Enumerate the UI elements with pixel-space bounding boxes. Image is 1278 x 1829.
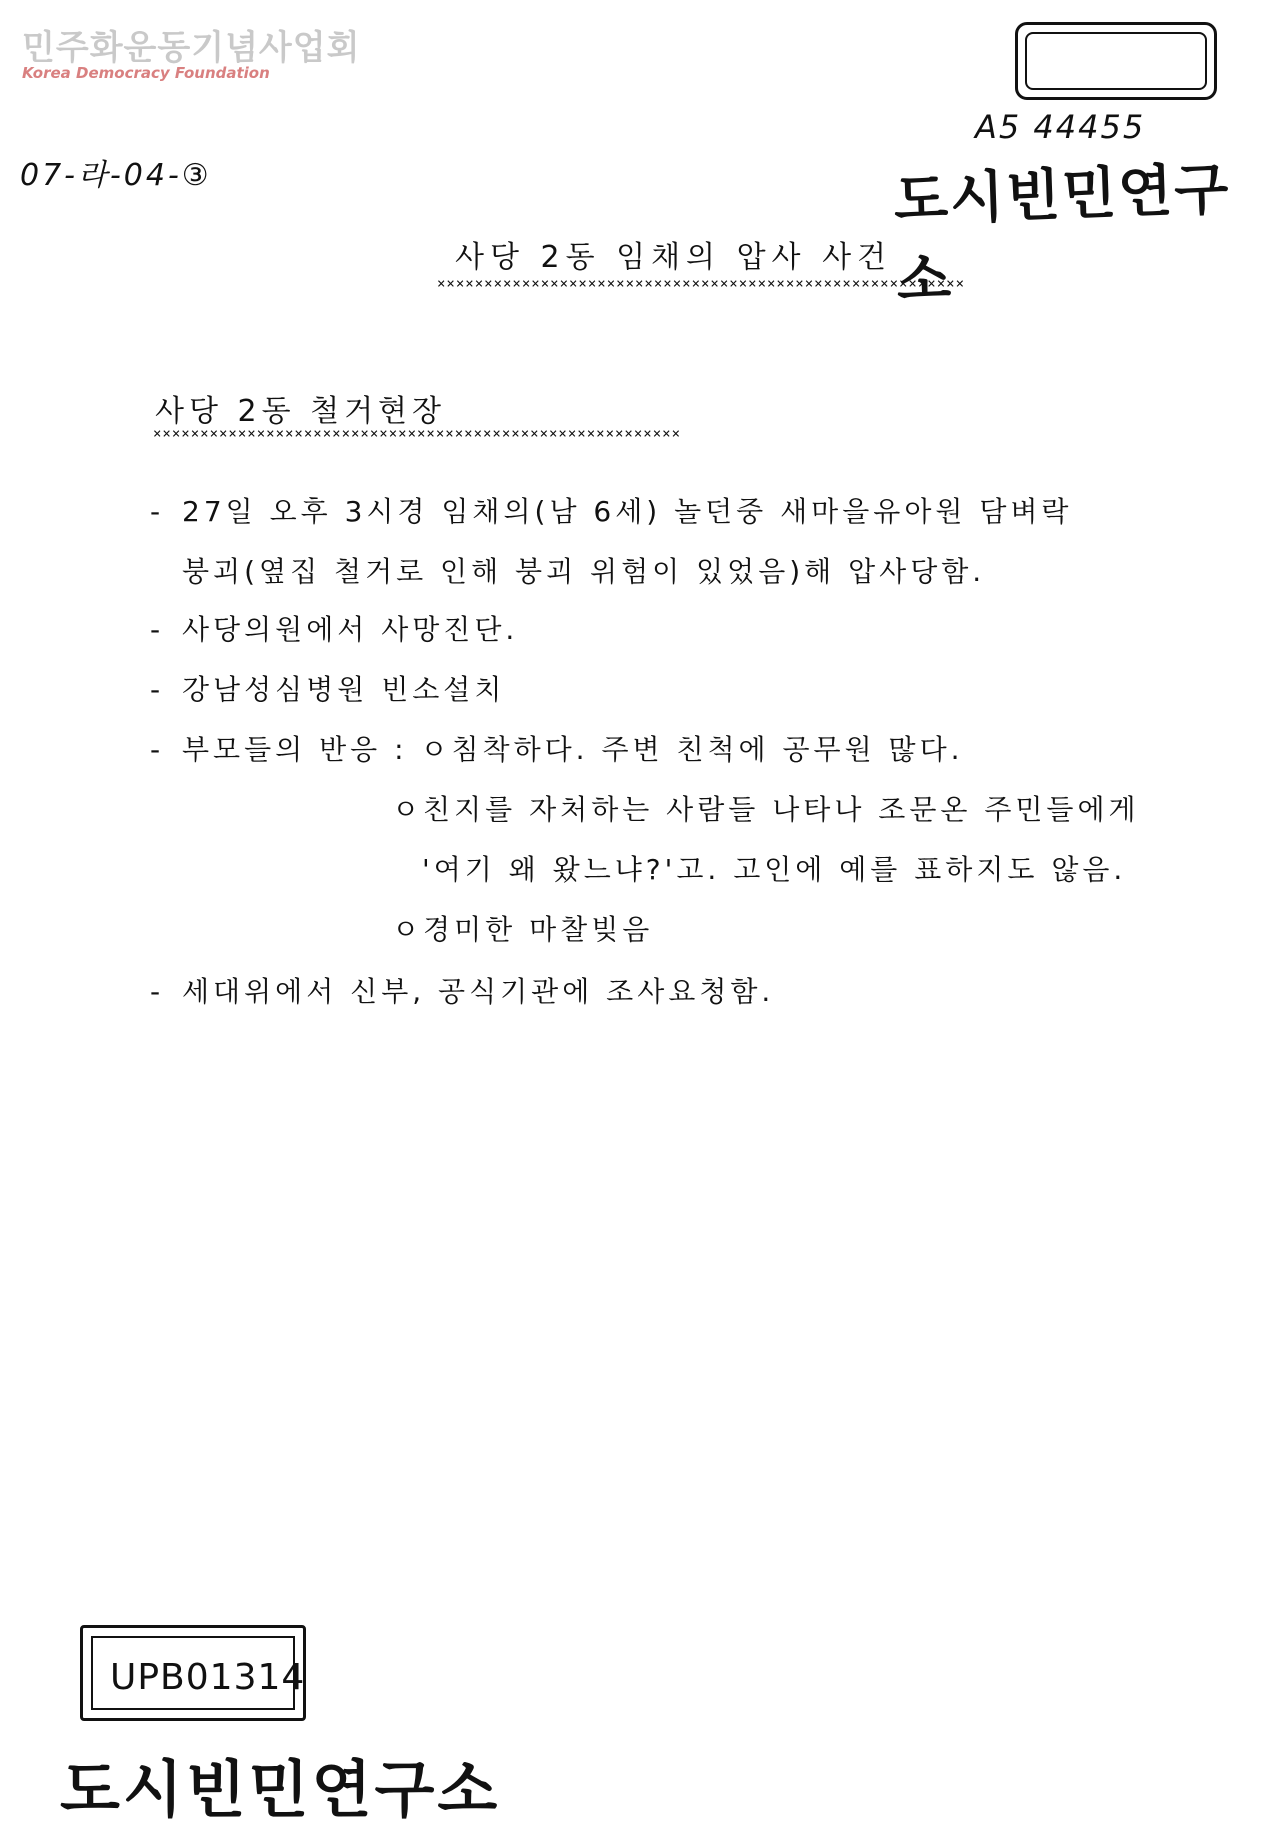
body-line [422,848,1126,888]
line-text: ㅇ경미한 마찰빚음 [392,913,654,946]
line-text: ㅇ친지를 자처하는 사람들 나타나 조문온 주민들에게 [392,793,1140,826]
watermark-english: Korea Democracy Foundation [22,64,270,82]
line-text: 27일 오후 3시경 임채의(남 6세) 놀던중 새마을유아원 담벼락 [182,495,1073,528]
line-text: 붕괴(옆집 철거로 인해 붕괴 위험이 있었음)해 압사당함. [182,555,986,588]
line-text: 강남성심병원 빈소설치 [182,673,506,706]
body-line [150,490,1072,530]
reference-number: A5 44455 [975,108,1146,146]
section-heading: 사당 2동 철거현장 [155,394,447,429]
heading-underline: ×××××××××××××××××××××××××××××××××××××××××××××××××××××××× [153,426,682,442]
line-marker: - [150,495,165,528]
body-line [150,668,505,708]
blank-label-box [1015,22,1217,100]
body-line [150,608,518,648]
archive-id-label: UPB01314 [110,1657,306,1698]
body-line [150,728,964,768]
line-text: 부모들의 반응 : ㅇ침착하다. 주변 친척에 공무원 많다. [182,733,964,766]
line-marker: - [150,673,165,706]
body-line [150,550,985,590]
line-marker: - [150,733,165,766]
line-text: 세대위에서 신부, 공식기관에 조사요청함. [182,975,775,1008]
body-line [392,908,653,948]
institute-stamp-top: 도시빈민연구소 [892,156,1232,314]
line-text: '여기 왜 왔느냐?'고. 고인에 예를 표하지도 않음. [422,853,1127,886]
institute-stamp-bottom: 도시빈민연구소 [60,1753,501,1826]
body-line [150,970,774,1010]
line-text: 사당의원에서 사망진단. [182,613,519,646]
title-underline: ×××××××××××××××××××××××××××××××××××××××××××××××××××××××× [437,276,966,292]
document-code: 07-라-04-③ [20,158,212,193]
line-marker: - [150,975,165,1008]
body-line [392,788,1140,828]
document-title: 사당 2동 임채의 압사 사건 [455,240,893,275]
watermark-korean: 민주화운동기념사업회 [22,28,361,68]
line-marker: - [150,613,165,646]
